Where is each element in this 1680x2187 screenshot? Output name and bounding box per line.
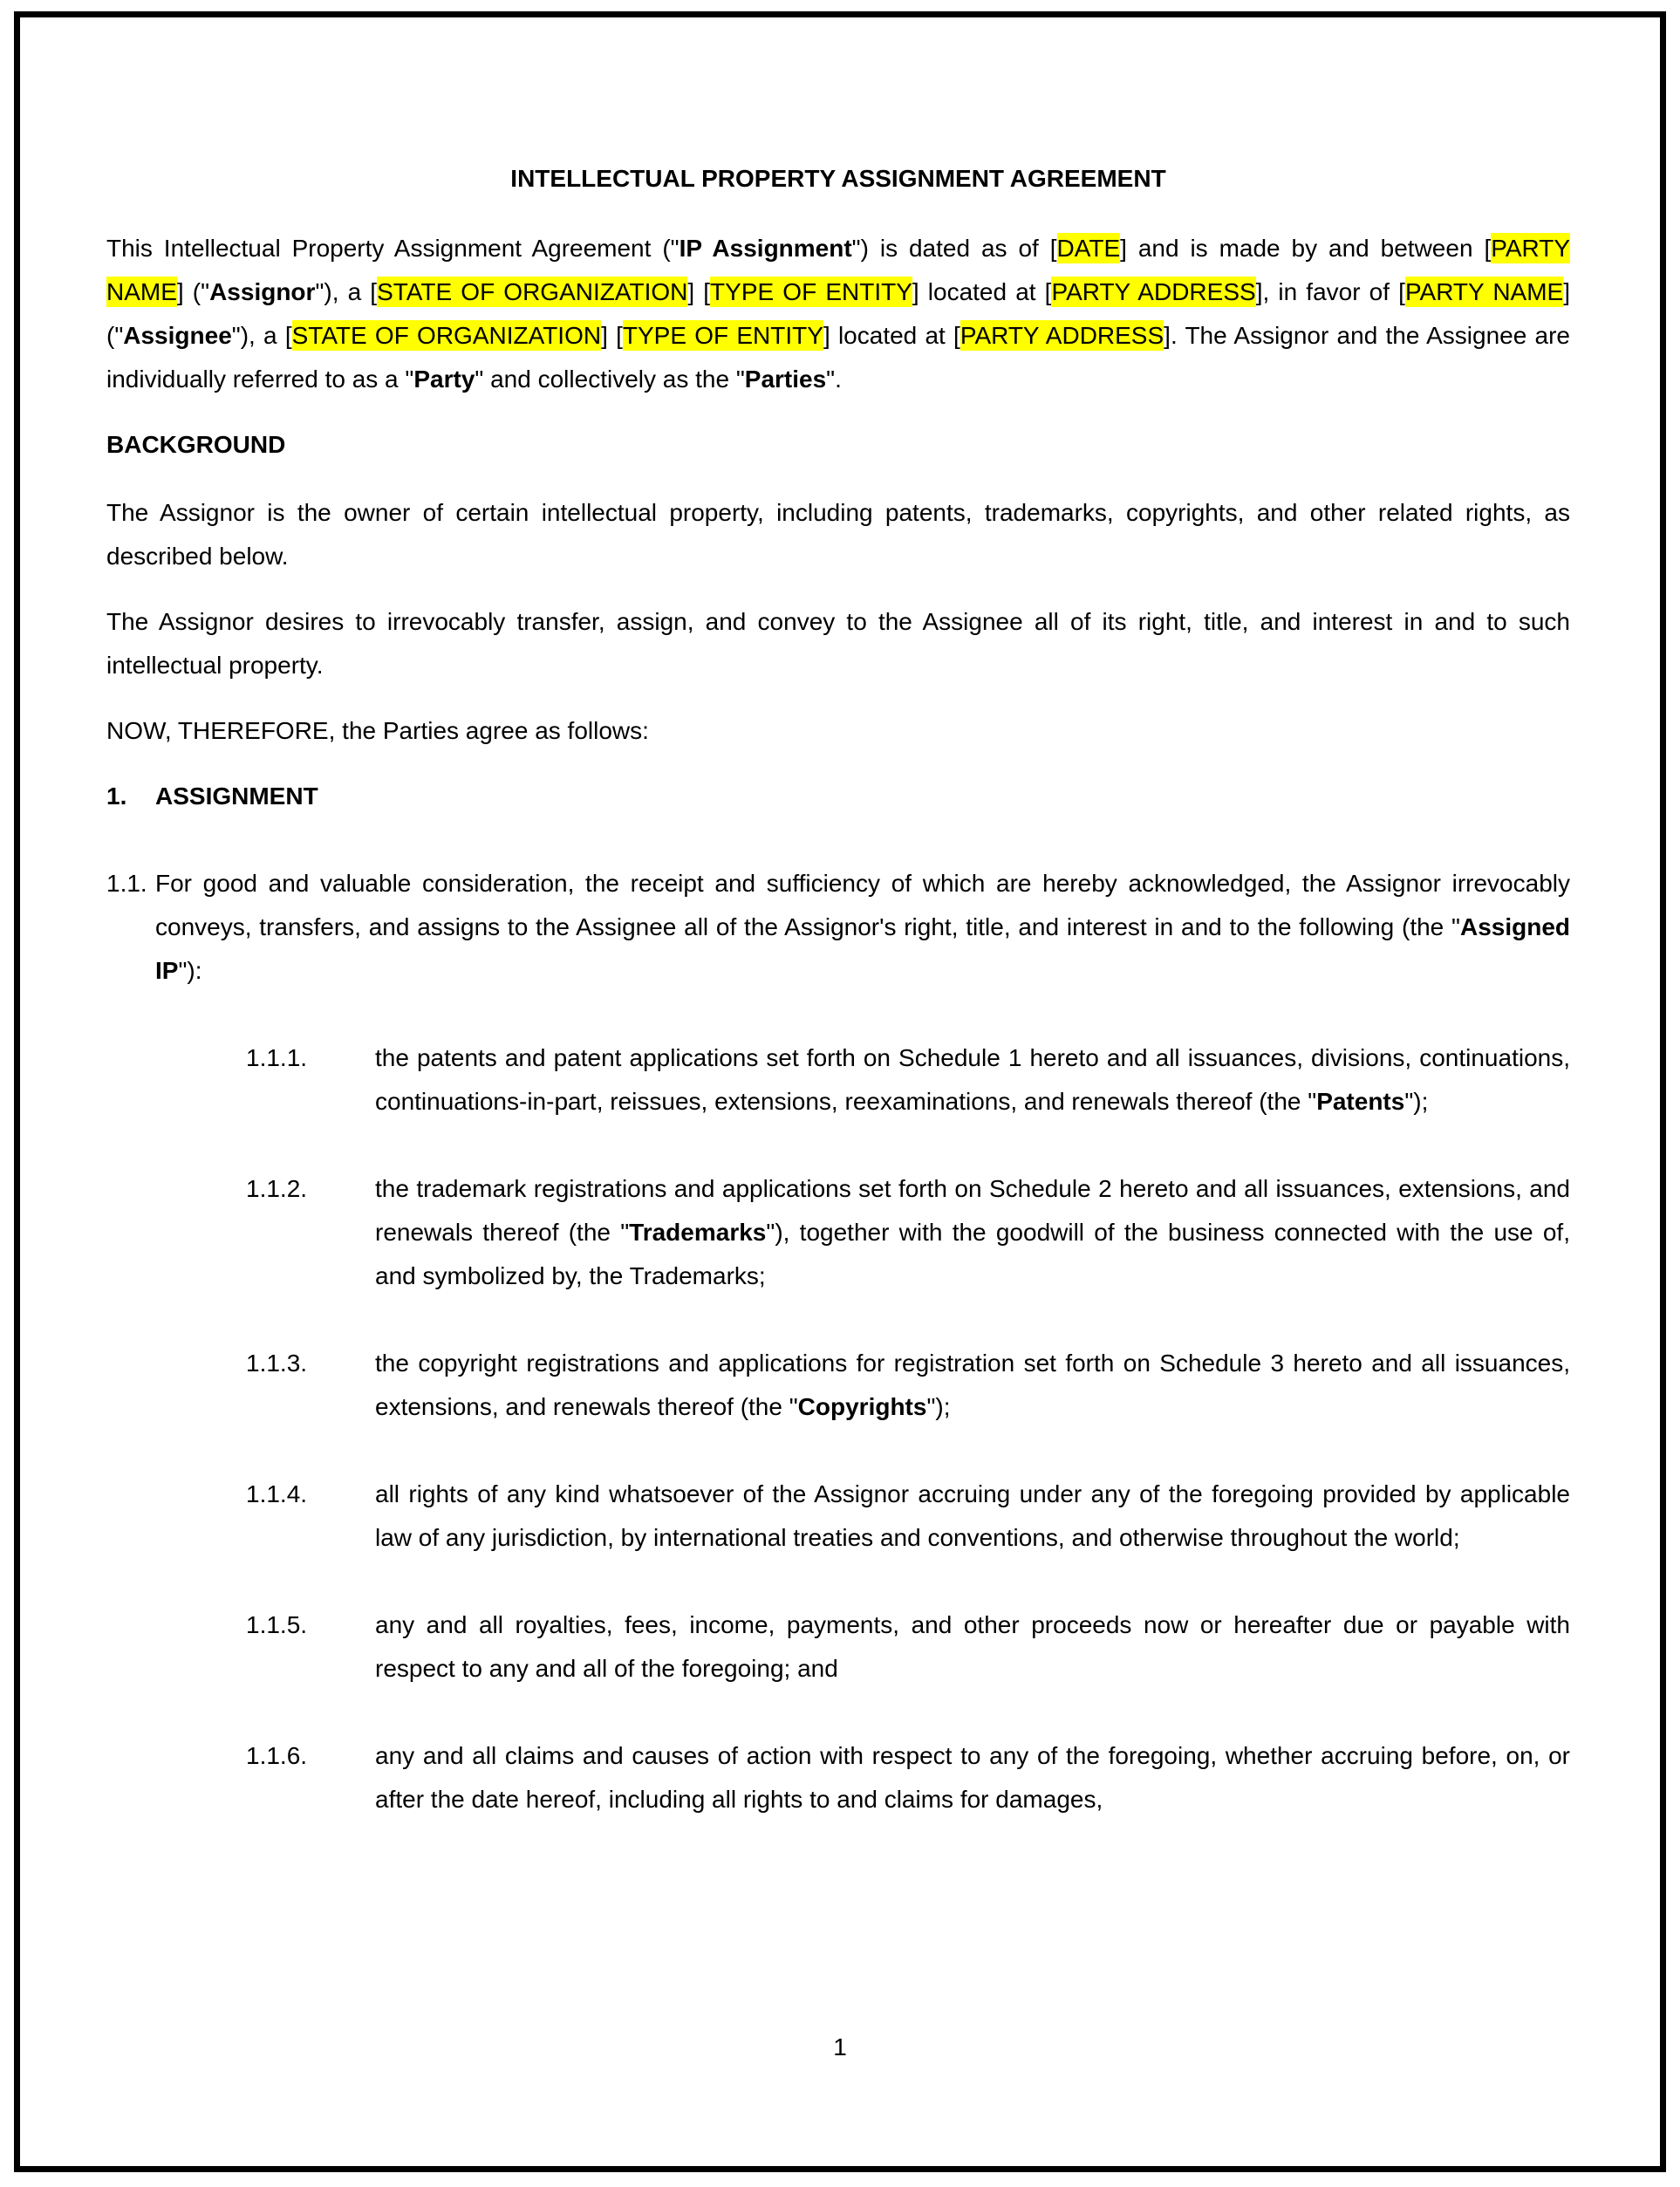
text-run: "), a [ — [315, 278, 378, 305]
text-run: ] located at [ — [823, 322, 960, 349]
text-run: all rights of any kind whatsoever of the Assignor accruing under any of the foregoing provided by applicable law of any jurisdiction, by international treaties and conventions, and otherwise throughout the world; — [375, 1480, 1570, 1551]
text-run: The Assignor is the owner of certain intellectual property, including patents, trademarks, copyrights, and other related rights, as described below. — [106, 499, 1570, 570]
text-run: ] [ — [601, 322, 623, 349]
placeholder-highlight: STATE OF ORGANIZATION — [291, 322, 602, 349]
paragraph — [106, 491, 1570, 578]
text-run: ] located at [ — [912, 278, 1052, 305]
placeholder-highlight: TYPE OF ENTITY — [710, 278, 912, 305]
bold-run: Parties — [744, 366, 827, 393]
clause-text — [375, 1734, 1570, 1821]
text-run: This Intellectual Property Assignment Agreement (" — [106, 235, 680, 262]
bold-run: Assignor — [209, 278, 316, 305]
bold-run: Assigned IP — [155, 913, 1570, 984]
placeholder-highlight: TYPE OF ENTITY — [622, 322, 823, 349]
page-number: 1 — [833, 2033, 847, 2061]
placeholder-highlight: PARTY NAME — [1404, 278, 1564, 305]
clause-level-2 — [246, 1734, 1570, 1821]
bold-run: IP Assignment — [679, 235, 852, 262]
text-run: "): — [178, 957, 202, 984]
paragraph — [106, 227, 1570, 401]
clause-text — [375, 1167, 1570, 1298]
bold-run: Copyrights — [797, 1393, 927, 1420]
clause-number: 1.1.1. — [246, 1044, 308, 1071]
text-run: any and all claims and causes of action with respect to any of the foregoing, whether accruing before, on, or after the date hereof, including all rights to and claims for damages, — [375, 1742, 1570, 1813]
text-run: NOW, THEREFORE, the Parties agree as follows: — [106, 717, 649, 744]
text-run: ] and is made by and between [ — [1120, 235, 1492, 262]
text-run: ] (" — [176, 278, 210, 305]
bold-run: ASSIGNMENT — [155, 783, 318, 810]
clause-number: 1.1.2. — [246, 1175, 308, 1202]
clause-text — [375, 1603, 1570, 1691]
text-run: ]. The Assignor and the Assignee are individually referred to as a " — [106, 322, 1571, 393]
placeholder-highlight: PARTY ADDRESS — [1051, 278, 1256, 305]
bold-run: Party — [413, 366, 475, 393]
clause-number: 1.1.4. — [246, 1480, 308, 1507]
text-run: "); — [926, 1393, 951, 1420]
text-run: the copyright registrations and applications for registration set forth on Schedule 3 hereto and all issuances, extensions, and renewals thereof (the " — [375, 1350, 1570, 1420]
placeholder-highlight: PARTY ADDRESS — [960, 322, 1164, 349]
placeholder-highlight: STATE OF ORGANIZATION — [377, 278, 688, 305]
numbered-heading — [106, 775, 1570, 818]
clause-text — [375, 1473, 1570, 1560]
clause-level-1 — [106, 862, 1570, 993]
text-run: the trademark registrations and applications set forth on Schedule 2 hereto and all issuances, extensions, and renewals thereof (the " — [375, 1175, 1570, 1246]
clause-level-2 — [246, 1603, 1570, 1691]
text-run: ] (" — [106, 278, 1571, 349]
text-run: ") is dated as of [ — [851, 235, 1057, 262]
bold-run: Patents — [1316, 1088, 1405, 1115]
text-run: " and collectively as the " — [475, 366, 745, 393]
section-heading — [106, 423, 1570, 467]
text-run: "); — [1404, 1088, 1429, 1115]
bold-run: Assignee — [123, 322, 232, 349]
paragraph — [106, 709, 1570, 753]
text-run: ], in favor of [ — [1255, 278, 1405, 305]
clause-level-2 — [246, 1473, 1570, 1560]
clause-level-2 — [246, 1036, 1570, 1124]
text-run: "), together with the goodwill of the business connected with the use of, and symbolized by, the Trademarks; — [375, 1219, 1570, 1289]
bold-run: INTELLECTUAL PROPERTY ASSIGNMENT AGREEMENT — [510, 165, 1166, 192]
clause-text — [375, 1036, 1570, 1124]
clause-level-2 — [246, 1342, 1570, 1429]
bold-run: BACKGROUND — [106, 431, 286, 458]
text-run: ] [ — [687, 278, 711, 305]
clause-number: 1.1.6. — [246, 1742, 308, 1769]
bold-run: Trademarks — [629, 1219, 767, 1246]
text-run: the patents and patent applications set forth on Schedule 1 hereto and all issuances, divisions, continuations, continuations-in-part, reissues, extensions, reexaminations, and renewals thereof (the " — [375, 1044, 1570, 1115]
clause-number: 1.1.5. — [246, 1611, 308, 1638]
clause-number: 1.1.3. — [246, 1350, 308, 1377]
text-run: "), a [ — [231, 322, 292, 349]
clause-level-2 — [246, 1167, 1570, 1298]
document-title — [106, 157, 1570, 201]
clause-text — [155, 862, 1570, 993]
placeholder-highlight: DATE — [1056, 235, 1121, 262]
paragraph — [106, 600, 1570, 687]
document-content — [106, 157, 1570, 1865]
clause-text — [375, 1342, 1570, 1429]
clause-text — [155, 775, 1570, 818]
text-run: For good and valuable consideration, the receipt and sufficiency of which are hereby acknowledged, the Assignor irrevocably conveys, transfers, and assigns to the Assignee all of the Assignor's right, title, and interest in and to the following (the " — [155, 870, 1570, 940]
text-run: any and all royalties, fees, income, payments, and other proceeds now or hereafter due or payable with respect to any and all of the foregoing; and — [375, 1611, 1570, 1682]
clause-number: 1.1. — [106, 870, 147, 897]
clause-number: 1. — [106, 783, 127, 810]
text-run: The Assignor desires to irrevocably transfer, assign, and convey to the Assignee all of its right, title, and interest in and to such intellectual property. — [106, 608, 1570, 679]
text-run: ". — [826, 366, 842, 393]
placeholder-highlight: PARTY NAME — [106, 235, 1571, 305]
